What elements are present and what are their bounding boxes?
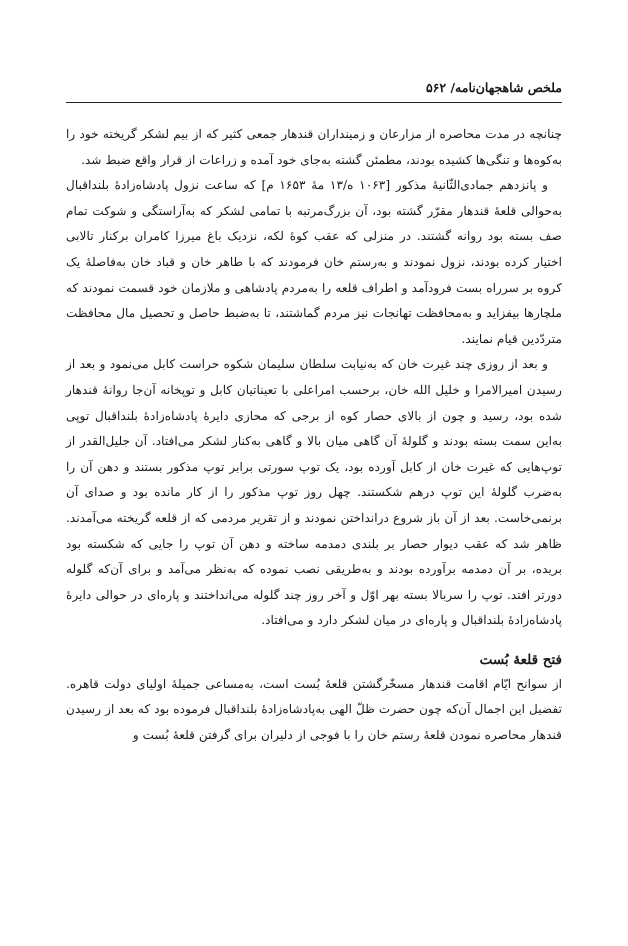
- paragraph-1: چنانچه در مدت محاصره از مزارعان و زمینداران قندهار جمعی کثیر که از بیم لشکر گریخته خود را به‌کوه‌ها و تنگی‌ها کشیده بودند، مطمئن گشته به‌جای خود آمده و زراعات از قرار واقع ضبط شد.: [66, 127, 562, 167]
- header-divider: [66, 102, 562, 103]
- running-header: ملخص شاهجهان‌نامه/ ۵۶۲: [425, 80, 562, 95]
- section-heading: فتح قلعهٔ بُست: [479, 651, 562, 668]
- body-text: [66, 122, 562, 749]
- section-paragraph: از سوانح ایّام اقامت قندهار مسخّرگشتن قلعهٔ بُست است، به‌مساعی جمیلهٔ اولیای دولت قاهره. تفضیل این اجمال آن‌که چون حضرت ظلّ الهی به‌پادشاه‌زادهٔ بلنداقبال فرموده بود که بعد از رسیدن قندهار محاصره نمودن قلعهٔ رستم خان را با فوجی از دلیران برای گرفتن قلعهٔ بُست و: [66, 676, 562, 743]
- paragraph-3: و بعد از روزی چند غیرت خان که به‌نیابت سلطان سلیمان شکوه حراست کابل می‌نمود و بعد از رسیدن امیرالامرا و خلیل الله خان، برحسب امراعلی با تعیناتیان کابل و توپخانه آن‌جا روانهٔ قندهار شده بود، رسید و چون از بالای حصار کوه از برجی که محازی دایرهٔ پادشاه‌زادهٔ بلنداقبال توپی به‌این سمت بسته بودند و گلولهٔ آن گاهی میان بالا و گاهی به‌کنار لشکر می‌افتاد. آن جلیل‌القدر از توپ‌هایی که غیرت خان از کابل آورده بود، یک توپ سورتی برابر توپ مذکور بستند و دهن آن را به‌ضرب گلولهٔ این توپ درهم شکستند. چهل روز توپ مذکور را از کار مانده بود و صدای آن برنمی‌خاست. بعد از آن باز شروع درانداختن نمودند و از تقریر مردمی که از قلعه گریخته می‌آمدند. ظاهر شد که عقب دیوار حصار بر بلندی دمدمه ساخته و دهن آن توپ را جایی که شکسته بود بریده، بر آن دمدمه برآورده بودند و به‌طریقی نصب نموده که به‌نظر می‌آمد و برای آن‌که گلوله دورتر افتد. توپ را سربالا بسته بهر اوّل و آخر روز چند گلوله می‌انداختند و پاره‌ای در حوالی دایرهٔ پادشاه‌زادهٔ بلنداقبال و پاره‌ای در میان لشکر دارد و می‌افتاد.: [66, 357, 562, 628]
- paragraph-2: و پانزدهم جمادی‌الثّانیهٔ مذکور [۱۰۶۳ ه/۱۳ مهٔ ۱۶۵۳ م] که ساعت نزول پادشاه‌زادهٔ بلنداقبال به‌حوالی قلعهٔ قندهار مقرّر گشته بود، آن بزرگ‌مرتبه با تمامی لشکر که به‌آراستگی و شوکت تمام صف بسته بود روانه گشتند. در منزلی که عقب کوهٔ لکه، نزدیک باغ میرزا کامران برکنار تالابی اختیار کرده بودند، نزول نمودند و به‌رستم خان فرمودند که با طاهر خان و قباد خان به‌فاصلهٔ یک کروه بر سرراه بست فرودآمد و اطراف قلعه را به‌مردم پادشاهی و ملازمان خود قسمت نمودند که ملچارها بیفزاید و به‌محافظت تهانجات نیز مردم گماشتند، تا به‌ضبط حاصل و تحصیل مال محافظت متردّدین قیام نمایند.: [66, 178, 562, 346]
